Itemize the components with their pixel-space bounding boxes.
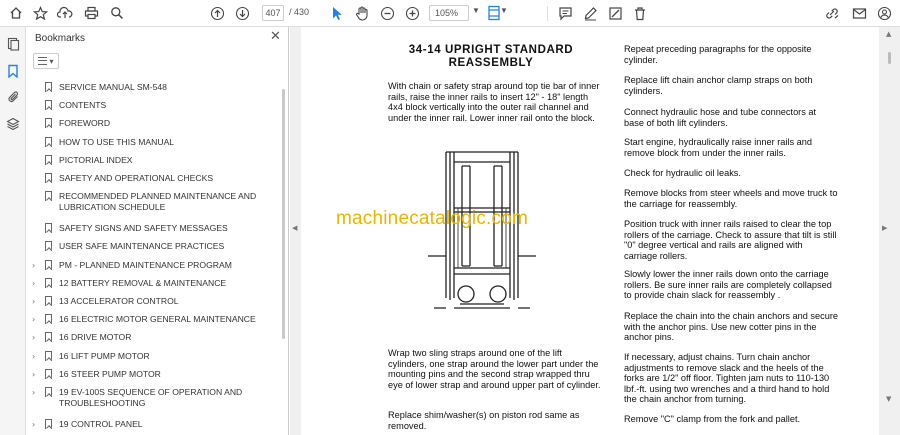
chevron-down-icon: ▾	[49, 56, 54, 66]
chevron-right-icon[interactable]: ›	[32, 388, 36, 397]
section-heading	[380, 44, 602, 70]
bookmark-item[interactable]	[26, 384, 281, 408]
right-paragraph-4: Start engine, hydraulically raise inner rails and remove block from under the inner rails.	[624, 137, 812, 158]
page-total: / 430	[289, 7, 310, 17]
attachments-icon[interactable]	[4, 88, 22, 106]
bookmark-item[interactable]	[26, 115, 281, 133]
heading-line-2: REASSEMBLY	[448, 57, 534, 69]
right-paragraph-8: Slowly lower the inner rails down onto the carriage rollers. Be sure inner rails are completely collapsed to provide chain slack for reassembly .	[624, 269, 832, 301]
watermark: machinecatalogic.com	[336, 208, 528, 229]
bookmark-label: PICTORIAL INDEX	[59, 154, 133, 165]
toolbar-separator	[547, 6, 548, 21]
scroll-down-icon[interactable]: ▼	[886, 395, 892, 403]
panel-title: Bookmarks	[35, 33, 86, 44]
bookmark-label: 13 ACCELERATOR CONTROL	[59, 296, 179, 306]
bookmark-icon	[45, 100, 52, 110]
chevron-right-icon[interactable]: ›	[32, 315, 36, 325]
bookmark-icon	[45, 137, 52, 147]
chevron-right-icon[interactable]: ›	[32, 297, 36, 306]
right-paragraph-7: Position truck with inner rails raised to clear the top rollers of the carriage. Check to assure that tilt is still "0" degree vertical and rails are aligned with carriage rollers.	[624, 219, 837, 261]
bookmark-label: 16 LIFT PUMP MOTOR	[59, 350, 150, 361]
left-paragraph-3: Replace shim/washer(s) on piston rod same as removed.	[388, 410, 580, 431]
bookmark-item[interactable]	[26, 329, 281, 347]
left-rail	[0, 27, 26, 435]
zoom-out-icon[interactable]	[377, 3, 397, 23]
left-paragraph-1: With chain or safety strap around top tie bar of inner rails, raise the inner rails to insert 12" - 18" length 4x4 block vertically into the outer rail channel and under the inner rail. Lower inner rail onto the block.	[388, 81, 600, 123]
vertical-scrollbar[interactable]	[885, 30, 895, 435]
page-up-icon[interactable]	[207, 3, 227, 23]
bookmark-item[interactable]	[26, 170, 281, 188]
bookmark-item[interactable]	[26, 416, 281, 434]
chevron-right-icon[interactable]: ›	[32, 351, 36, 361]
chevron-right-icon[interactable]: ›	[32, 369, 36, 379]
panel-scrollbar[interactable]	[282, 89, 285, 339]
bookmark-label: SERVICE MANUAL SM-548	[59, 82, 167, 92]
bookmark-label: FOREWORD	[59, 118, 111, 129]
bookmark-icon	[45, 419, 52, 429]
zoom-in-icon[interactable]	[402, 3, 422, 23]
hand-icon[interactable]	[352, 3, 372, 23]
bookmark-item[interactable]	[26, 238, 281, 256]
bookmark-label: RECOMMENDED PLANNED MAINTENANCE AND LUBRICATION SCHEDULE	[59, 191, 257, 213]
select-icon[interactable]	[327, 3, 347, 23]
bookmark-item[interactable]	[26, 97, 281, 115]
bookmark-icon	[45, 314, 52, 324]
bookmark-icon	[45, 296, 52, 306]
chevron-right-icon[interactable]: ›	[32, 333, 36, 343]
right-paragraph-9: Replace the chain into the chain anchors and secure with the anchor pins. Use new cotter pins in the anchor pins.	[624, 311, 839, 343]
bookmark-item[interactable]	[26, 188, 281, 213]
scroll-up-icon[interactable]: ▲	[886, 30, 892, 38]
bookmark-item[interactable]	[26, 257, 281, 275]
bookmark-options-button[interactable]	[33, 53, 59, 69]
scroll-thumb[interactable]	[888, 52, 891, 64]
bookmark-label: HOW TO USE THIS MANUAL	[59, 136, 175, 147]
bookmarks-panel	[26, 27, 289, 435]
right-paragraph-10: If necessary, adjust chains. Turn chain anchor adjustments to remove slack and the heels of the forks are 1/2" off floor. Tighten jam nuts to 110-130 lbf.-ft. using two wrenches and a third hand to hold the chain anchor from turning.	[624, 352, 830, 405]
bookmark-label: SAFETY SIGNS AND SAFETY MESSAGES	[59, 223, 228, 234]
bookmark-icon	[45, 223, 52, 233]
list-icon	[38, 57, 47, 65]
bookmark-label: CONTENTS	[59, 100, 107, 111]
comment-icon[interactable]	[555, 3, 575, 23]
bookmark-icon	[45, 82, 52, 92]
bookmark-label: 12 BATTERY REMOVAL & MAINTENANCE	[59, 277, 227, 288]
highlight-icon[interactable]	[605, 3, 625, 23]
right-paragraph-11: Remove "C" clamp from the fork and pallet.	[624, 414, 801, 424]
bookmark-item[interactable]	[26, 152, 281, 170]
bookmark-label: PM - PLANNED MAINTENANCE PROGRAM	[59, 259, 232, 270]
bookmark-icon	[45, 332, 52, 342]
bookmark-icon	[45, 260, 52, 270]
bookmark-item[interactable]	[26, 311, 281, 329]
right-paragraph-6: Remove blocks from steer wheels and move truck to the carriage for reassembly.	[624, 188, 838, 209]
bookmark-item[interactable]	[26, 293, 281, 311]
layers-icon[interactable]	[4, 115, 22, 133]
right-paragraph-2: Replace lift chain anchor clamp straps on both cylinders.	[624, 75, 813, 96]
collapse-left-icon[interactable]: ◀	[292, 224, 298, 232]
bookmark-label: 16 ELECTRIC MOTOR GENERAL MAINTENANCE	[59, 314, 256, 325]
right-paragraph-1: Repeat preceding paragraphs for the opposite cylinder.	[624, 44, 812, 65]
bookmark-label: 19 CONTROL PANEL	[59, 419, 143, 429]
bookmark-label: 16 DRIVE MOTOR	[59, 332, 132, 343]
left-paragraph-2: Wrap two sling straps around one of the lift cylinders, one strap around the lower part under the mounting pins and the second strap wrapped thru eye of lower strap and around upper part of cylinder.	[388, 348, 601, 390]
bookmark-icon	[45, 351, 52, 361]
bookmark-label: 19 EV-100S SEQUENCE OF OPERATION AND TROUBLESHOOTING	[59, 387, 243, 408]
page-thumbnails-icon[interactable]	[4, 35, 22, 53]
close-icon[interactable]: ✕	[270, 29, 281, 44]
zoom-level-input[interactable]: 105%	[429, 5, 469, 21]
chevron-right-icon[interactable]: ›	[32, 260, 36, 270]
heading-line-1: 34-14 UPRIGHT STANDARD	[408, 44, 574, 56]
bookmark-item[interactable]	[26, 275, 281, 293]
right-paragraph-5: Check for hydraulic oil leaks.	[624, 168, 741, 178]
email-icon[interactable]	[849, 3, 869, 23]
upload-icon[interactable]	[55, 3, 75, 23]
bookmark-item[interactable]	[26, 220, 281, 238]
bookmark-icon	[45, 173, 52, 183]
bookmark-icon	[45, 191, 52, 201]
bookmark-icon	[45, 387, 52, 397]
chevron-right-icon[interactable]: ›	[32, 278, 36, 288]
home-icon[interactable]	[6, 3, 26, 23]
link-icon[interactable]	[822, 3, 842, 23]
right-paragraph-3: Connect hydraulic hose and tube connectors at base of both lift cylinders.	[624, 107, 817, 128]
bookmark-label: SAFETY AND OPERATIONAL CHECKS	[59, 173, 214, 183]
print-icon[interactable]	[81, 3, 101, 23]
bookmark-icon	[45, 118, 52, 128]
page-down-icon[interactable]	[232, 3, 252, 23]
pen-icon[interactable]	[580, 3, 600, 23]
star-icon[interactable]	[30, 3, 50, 23]
account-icon[interactable]	[874, 3, 894, 23]
bookmark-item[interactable]	[26, 366, 281, 384]
bookmark-label: USER SAFE MAINTENANCE PRACTICES	[59, 241, 225, 252]
bookmark-icon	[45, 241, 52, 251]
delete-icon[interactable]	[630, 3, 650, 23]
page-number-input[interactable]: 407	[262, 5, 284, 21]
bookmarks-icon[interactable]	[4, 62, 22, 80]
bookmark-icon	[45, 369, 52, 379]
bookmark-item[interactable]	[26, 79, 281, 97]
toolbar	[0, 0, 900, 27]
bookmark-label: 16 STEER PUMP MOTOR	[59, 368, 161, 379]
fit-dropdown-icon[interactable]: ▼	[500, 6, 508, 15]
bookmark-item[interactable]	[26, 134, 281, 152]
collapse-right-icon[interactable]: ▶	[882, 224, 888, 232]
zoom-icon[interactable]	[107, 3, 127, 23]
zoom-dropdown-icon[interactable]: ▼	[472, 6, 480, 15]
bookmark-icon	[45, 155, 52, 165]
bookmark-icon	[45, 278, 52, 288]
upright-diagram	[424, 148, 540, 320]
chevron-right-icon[interactable]: ›	[32, 420, 36, 429]
bookmark-item[interactable]	[26, 348, 281, 366]
